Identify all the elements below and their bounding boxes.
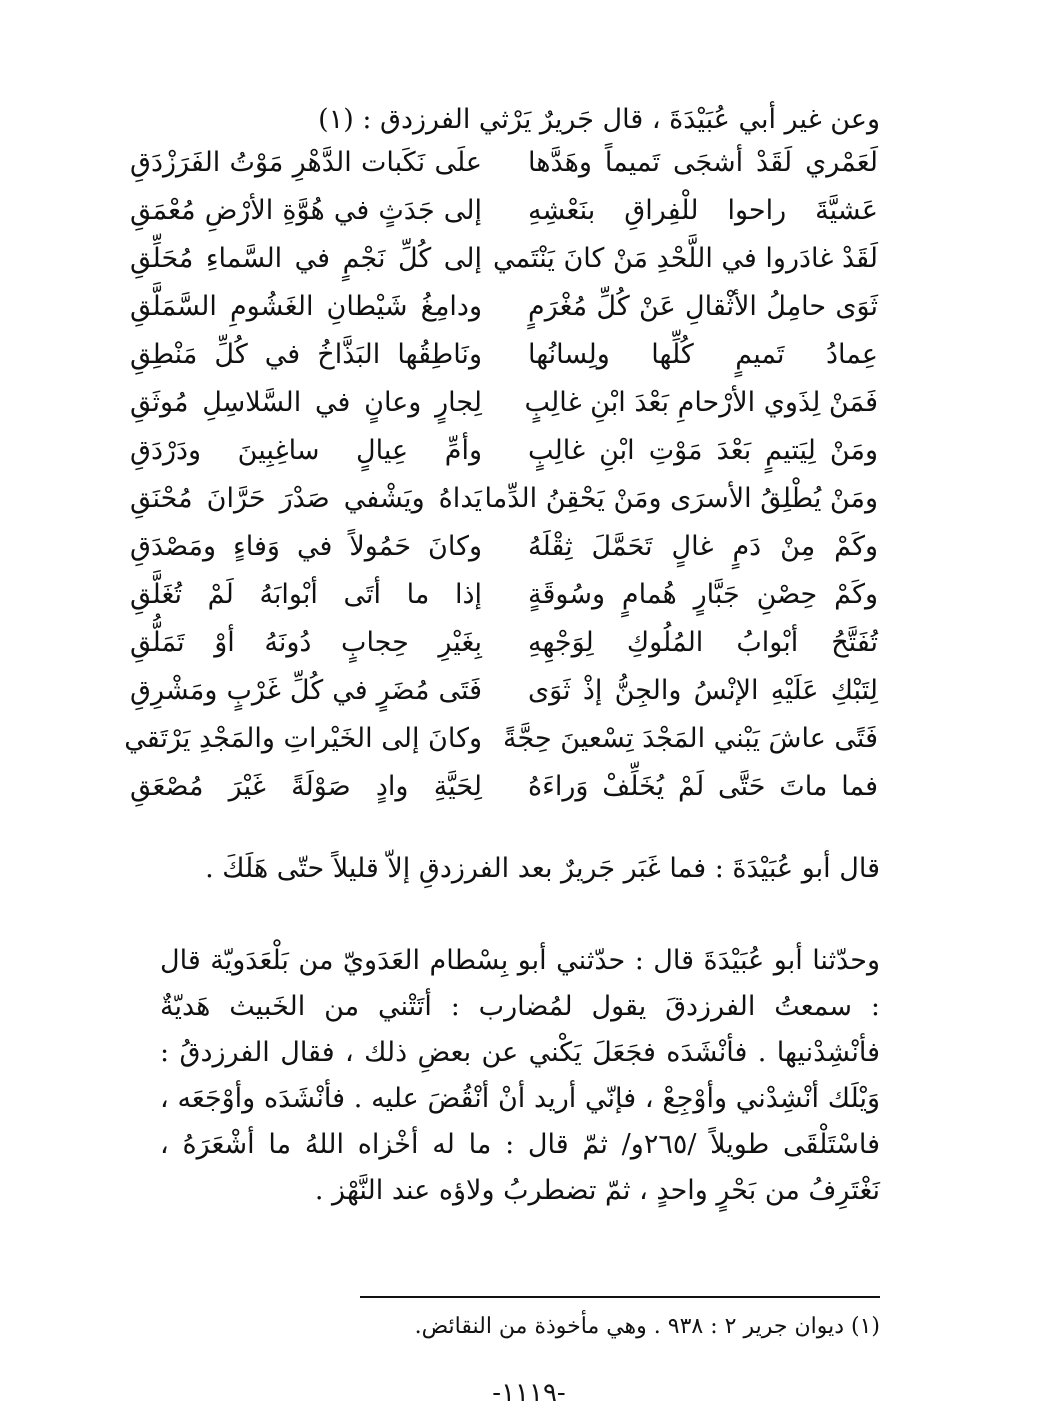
poem-verse: [130, 234, 878, 282]
hemistich-second: لِحَيَّةِ وادٍ صَوْلَةً غَيْرَ مُصْعَقِ: [130, 770, 482, 802]
hemistich-first: ومَنْ لِيَتيمٍ بَعْدَ مَوْتِ ابْنِ غالِبٍ: [528, 434, 878, 466]
hemistich-second: يَداهُ ويَشْفي صَدْرَ حَرَّانَ مُحْنَقِ: [130, 482, 482, 514]
page-number: -١١١٩-: [492, 1378, 566, 1408]
hemistich-first: وكَمْ مِنْ دَمٍ غالٍ تَحَمَّلَ ثِقْلَهُ: [528, 530, 878, 562]
hemistich-second: ونَاطِقُها البَذَّاخُ في كُلِّ مَنْطِقِ: [130, 338, 482, 370]
poem-verse: [130, 570, 878, 618]
hemistich-first: عَشيَّةَ راحوا للْفِراقِ بنَعْشِهِ: [528, 194, 878, 226]
hemistich-first: لِتَبْكِ عَلَيْهِ الإنْسُ والجِنُّ إذْ ثَوَى: [528, 674, 878, 706]
hemistich-second: وكانَ إلى الخَيْراتِ والمَجْدِ يَرْتَقي: [124, 722, 482, 754]
poem-verse: [130, 762, 878, 810]
poem: [124, 138, 878, 810]
hemistich-first: تُفَتَّحُ أبْوابُ المُلُوكِ لِوَجْهِهِ: [528, 626, 878, 658]
hemistich-first: فَمَنْ لِذَوي الأرْحامِ بَعْدَ ابْنِ غالِبٍ: [524, 386, 878, 418]
hemistich-second: فَتَى مُضَرٍ في كُلِّ غَرْبٍ ومَشْرِقِ: [130, 674, 482, 706]
hemistich-second: إذا ما أتَى أبْوابَهُ لَمْ تُغَلَّقِ: [130, 578, 482, 610]
poem-verse: [130, 186, 878, 234]
poem-verse: [130, 282, 878, 330]
prose-paragraph: قال أبو عُبَيْدَةَ : فما غَبَر جَريرٌ بعد الفرزدقِ إلاّ قليلاً حتّى هَلَكَ .: [205, 853, 880, 884]
hemistich-first: وكَمْ حِصْنِ جَبَّارٍ هُمامٍ وسُوقَةٍ: [528, 578, 878, 610]
poem-verse: [130, 618, 878, 666]
hemistich-second: علَى نَكَبات الدَّهْرِ مَوْتُ الفَرَزْدَقِ: [130, 146, 482, 178]
poem-verse: [124, 714, 878, 762]
hemistich-second: وكانَ حَمُولاً في وَفاءٍ ومَصْدَقِ: [130, 530, 482, 562]
footnote-divider: [360, 1296, 880, 1298]
hemistich-second: إلى كُلِّ نَجْمٍ في السَّماءِ مُحَلِّقِ: [130, 242, 482, 274]
hemistich-second: بِغَيْرِ حِجابٍ دُونَهُ أوْ تَمَلُّقِ: [130, 626, 482, 658]
footnote: (١) ديوان جرير ٢ : ٩٣٨ . وهي مأخوذة من النقائض.: [414, 1314, 880, 1339]
hemistich-second: إلى جَدَثٍ في هُوَّةِ الأرْضِ مُعْمَقِ: [130, 194, 482, 226]
hemistich-first: عِمادُ تَميمٍ كُلِّها ولِسانُها: [528, 338, 878, 370]
hemistich-first: ثَوَى حامِلُ الأثْقالِ عَنْ كُلِّ مُغْرَمٍ: [528, 290, 878, 322]
hemistich-second: ودامِغُ شَيْطانِ الغَشُومِ السَّمَلَّقِ: [130, 290, 482, 322]
hemistich-first: فما ماتَ حَتَّى لَمْ يُخَلِّفْ وَراءَهُ: [528, 770, 878, 802]
poem-verse: [130, 666, 878, 714]
poem-verse: [130, 426, 878, 474]
hemistich-first: لَقَدْ غادَروا في اللَّحْدِ مَنْ كانَ يَنْتَمي: [492, 242, 878, 274]
hemistich-first: ومَنْ يُطْلِقُ الأسرَى ومَنْ يَحْقِنُ الدِّما: [484, 482, 878, 514]
poem-verse: [130, 138, 878, 186]
poem-verse: [130, 378, 878, 426]
hemistich-first: فَتًى عاشَ يَبْني المَجْدَ تِسْعينَ حِجَّةً: [503, 722, 878, 754]
intro-line: وعن غير أبي عُبَيْدَةَ ، قال جَريرٌ يَرْثي الفرزدق : (١): [318, 104, 880, 135]
poem-verse: [130, 474, 878, 522]
poem-verse: [130, 330, 878, 378]
poem-verse: [130, 522, 878, 570]
hemistich-second: وأمِّ عِيالٍ ساغِبِينَ ودَرْدَقِ: [130, 434, 482, 466]
hemistich-first: لَعَمْري لَقَدْ أشجَى تَميماً وهَدَّها: [528, 146, 878, 178]
prose-paragraph: وحدّثنا أبو عُبَيْدَةَ قال : حدّثني أبو بِسْطام العَدَويّ من بَلْعَدَويّة قال : سمعتُ الفرزدقَ يقول لمُضارب : أتَتْني من الخَبيث هَديّةٌ فأنْشِدْنيها . فأنْشَدَه فجَعَلَ يَكْني عن بعضِ ذلك ، فقال الفرزدقُ : وَيْلَك أنْشِدْني وأوْجِعْ ، فإنّي أريد أنْ أنْقُضَ عليه . فأنْشَدَه وأوْجَعَه ، فاسْتَلْقَى طويلاً /٢٦٥و/ ثمّ قال : ما له أخْزاه اللهُ ما أشْعَرَهُ ، نَغْتَرِفُ من بَحْرٍ واحدٍ ، ثمّ تضطربُ ولاؤه عند النَّهْز .: [160, 945, 880, 1206]
hemistich-second: لِجارٍ وعانٍ في السَّلاسِلِ مُوثَقِ: [130, 386, 482, 418]
